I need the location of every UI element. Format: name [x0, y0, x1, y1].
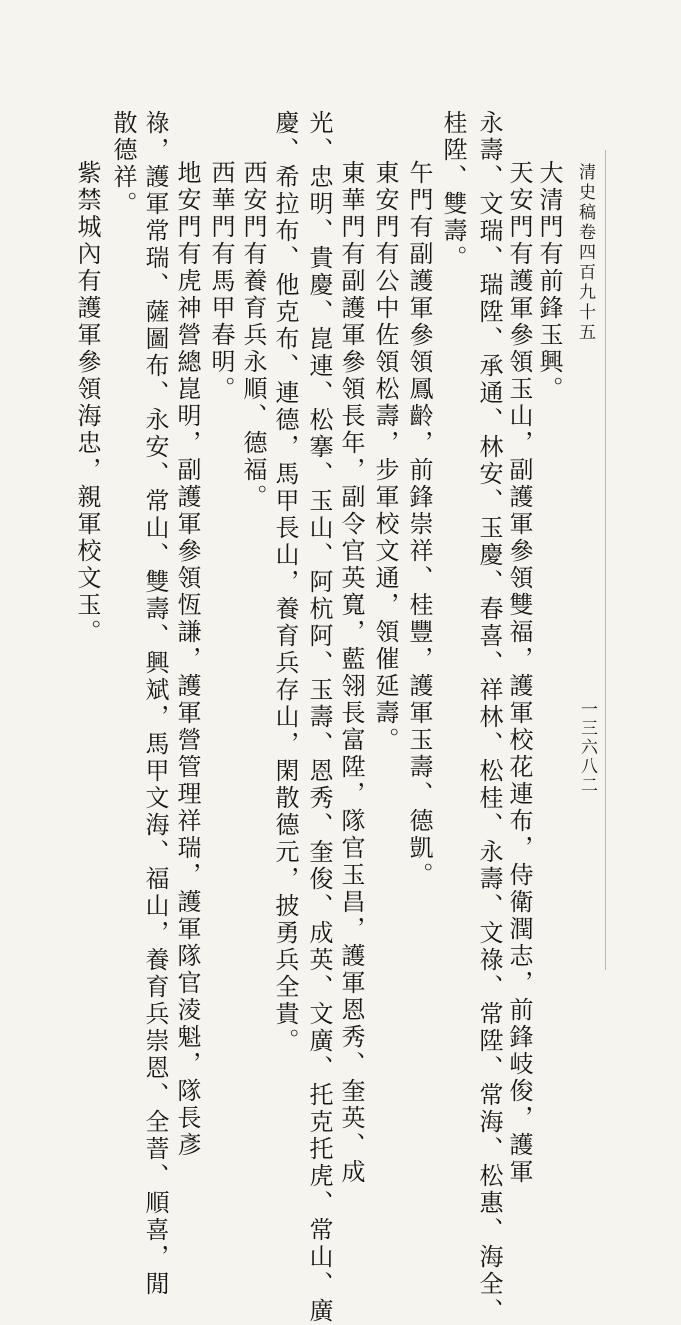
- text-column-2: 天安門有護軍參領玉山，副護軍參領雙福，護軍校花連布，侍衛潤志，前鋒岐俊，護軍: [505, 160, 533, 1186]
- text-column-6: 東安門有公中佐領松壽，步軍校文通，領催延壽。: [371, 160, 399, 754]
- text-column-13: 祿，護軍常瑞、薩圖布、永安、常山、雙壽、興斌，馬甲文海、福山，養育兵崇恩、全萻、順喜，閒: [141, 110, 169, 1298]
- text-column-12: 地安門有虎神營總崑明，副護軍參領恆謙，護軍營管理祥瑞，護軍隊官淩魁，隊長彥: [173, 160, 201, 1159]
- text-column-5: 午門有副護軍參領鳳齡，前鋒崇祥、桂豐，護軍玉壽、德凱。: [405, 160, 433, 889]
- text-column-9: 慶、希拉布、他克布、連德，馬甲長山，養育兵存山，閑散德元，披勇兵全貴。: [271, 110, 299, 1055]
- text-column-8: 光、忠明、貴慶、崑連、松搴、玉山、阿杭阿、玉壽、恩秀、奎俊、成英、文廣、托克托虎、常山、廣: [305, 110, 333, 1325]
- text-column-14: 散德祥。: [109, 110, 137, 218]
- page-number: 一三六八二: [577, 700, 597, 795]
- text-column-3: 永壽、文瑞、瑞陞、承通、林安、玉慶、春喜、祥林、松桂、永壽、文祿、常陞、常海、松惠、海全、: [475, 110, 503, 1325]
- text-column-15: 紫禁城內有護軍參領海忠，親軍校文玉。: [73, 160, 101, 646]
- running-header-title: 清史稿卷四百九十五: [575, 163, 595, 343]
- text-column-7: 東華門有副護軍參領長年，副令官英寬，藍翎長富陞，隊官玉昌，護軍恩秀、奎英、成: [337, 160, 365, 1186]
- text-column-11: 西華門有馬甲春明。: [207, 160, 235, 403]
- text-column-10: 西安門有養育兵永順、德福。: [239, 160, 267, 511]
- text-column-4: 桂陞、雙壽。: [439, 110, 467, 272]
- header-divider: [605, 150, 606, 970]
- text-column-1: 大清門有前鋒玉興。: [535, 160, 563, 403]
